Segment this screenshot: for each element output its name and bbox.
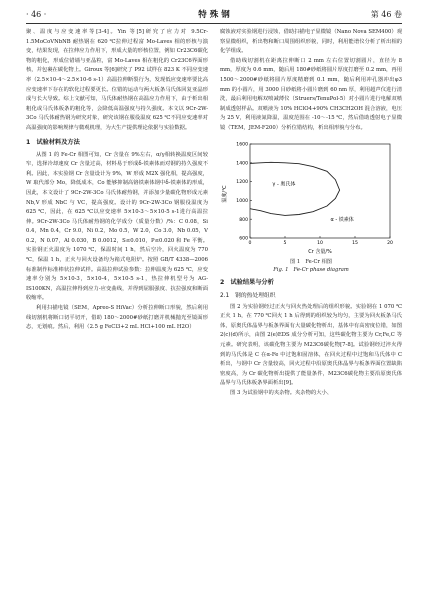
header-rule — [26, 23, 402, 24]
left-paragraph-2: 从图 1 的 Fe-Cr 相图可知，Cr 含量在 9%左右，α/γ相转换温度区间较窄，选择冷却速度 Cr 含量过高，材料易于形成δ-铁素体而对钢的持久强度不利。因此，本实验钢 Cr 含量设计为 9%，W 形成 M2X 强化相，提高强度，W 取代部分 Mo，降低成本，Co 能够抑制高铬铁素体钢中δ-铁素体的形成，因此，本文设计了 9Cr-2W-3Co 马氏体耐热钢，并添加少量碳化物形成元素 Nb,V 形成 NbC 与 VC，提高强度。设计的 9Cr-2W-3Co 钢服役温度为 625 ℃，因此，在 625 ℃以应变速率 5×10-3～5×10-5 s-1进行高温拉伸。9Cr-2W-3Co 马氏体耐热钢的化学成分（质量分数）/%：C 0.08，Si 0.4，Mn 0.4，Cr 9.0，Ni 0.2，Mo 0.5，W 2.0，Co 3.0，Nb 0.05，V 0.2，N 0.07，Al 0.030，B 0.0012，S≤0.010，P≤0.020 和 Fe 平衡。实验钢正火温度为 1070 ℃，保温时间 1 h，然后空冷，回火温度为 770 ℃，保温 1 h，正火与回火设备均为箱式电阻炉。按照 GB/T 4338—2006 标准制作标准棒状拉伸试样。高温拉伸试验参数：拉伸温度为 625 ℃，应变速率分别为 5×10-3，5×10-4，5×10-5 s-1，热拉伸机型号为 AG-IS100KN，高温拉伸得到应力-应变曲线，并得到屈服强度、抗拉强度和断面收缩率。 — [26, 151, 208, 302]
page-number: · 46 · — [26, 10, 47, 19]
left-column — [26, 28, 208, 333]
plot-frame — [250, 144, 390, 238]
x-tick-label: 0 — [248, 240, 252, 246]
x-tick-label: 20 — [387, 240, 393, 246]
right-paragraph-4: 图 3 为试验钢中的夹杂物。夹杂物的大小、 — [230, 389, 333, 396]
alpha-phase-label: α - 铁素体 — [330, 216, 354, 223]
subsection-heading-2-1: 2.1 钢的热处理组织 — [220, 292, 276, 299]
y-axis-label: 温度/℃ — [222, 184, 228, 203]
y-tick-label: 1600 — [236, 142, 248, 148]
figure-caption-en: Fig. 1 Fe-Cr phase diagram — [273, 266, 349, 273]
page-header — [26, 8, 402, 22]
section-heading-1: 1 试验材料及方法 — [26, 138, 80, 146]
gamma-loop-curve — [250, 162, 340, 215]
gamma-phase-label: γ - 奥氏体 — [272, 180, 296, 187]
section-heading-2: 2 试验结果与分析 — [220, 278, 274, 286]
right-paragraph-3: 图 2 为实验钢经过正火与回火热处理后的组织形貌。实验钢在 1 070 ℃正火 1 h，在 770 ℃回火 1 h 后得到的组织较为均匀，主要为回火板条马氏体，原奥氏体晶界与板条界面有大量碳化物析出，基体中有高密度位错，如图 2(c)(d)所示，由图 2(e)EDS 成分分析可知，这些碳化物主要为 Cr,Fe,C 等元素。研究表明，该碳化物主要为 M23C6碳化物[7-8]。试验钢经过淬火得到的马氏体是 C 在α-Fe 中过饱和固溶体，在回火过程中过饱和马氏体中 C 析出，与钢中 Cr 含量较高，回火过程中沿原奥氏体晶界与板条界面位置缺陷密度高，为 Cr 碳化物析出提供了能量条件，M23C6碳化物主要沿原奥氏体晶界与马氏体板条界面析出[9]。 — [220, 303, 402, 387]
figure-1 — [220, 138, 402, 256]
x-tick-label: 15 — [352, 240, 358, 246]
journal-name: 特 殊 钢 — [198, 10, 230, 20]
x-tick-label: 5 — [283, 240, 287, 246]
left-paragraph-1: 聚、温度与应变速率等[3-4]。Yin 等[5]研究了应力对 9.5Cr-1.5MoCoVNbNB 耐热钢在 620 ℃拉伸过程富 Mo-Laves 相的形核与演变，结果发现，在拉伸应力作用下，形成大量的形核位置，例如 Cr23C6碳化物的粗化，形成位错墙与亚晶粒，富 Mo-Laves 相在粗化的 Cr23C6界面形核，并包裹在碳化物上。Giroux 等[6]研究了 P92 试样在 823 K 不同应变速率（2.5×10-4～2.5×10-6 s-1）高温拉伸断裂行为，发现低应变速率要比高应变速率下存在的软化过程要更长。位错的运动与两大板条马氏体回复亚晶形成与长大导致。综上文献可知，马氏体耐热钢在高温应力作用下，由于析出相粗化或马氏体板条的粗化等，会降低高温强度与持久强度。本文以 9Cr-2W-3Co 马氏体耐热钢为研究对象，研究该钢在服役温度 625 ℃不同应变速率对高温强度的影响规律与微观机理，为大生产提供理论依据与实验数据。 — [26, 29, 208, 131]
volume-number: 第 46 卷 — [370, 10, 402, 19]
right-column — [220, 28, 402, 398]
y-tick-label: 600 — [239, 236, 248, 242]
y-tick-label: 1000 — [236, 198, 248, 204]
x-axis-label: Cr 含量/% — [308, 248, 332, 255]
x-tick-label: 10 — [317, 240, 323, 246]
left-paragraph-3: 利用扫描电镜（SEM，Apreo-S HiVac）分析拉伸断口形貌，然后利用线切割机将断口切平切开，借助 180～2000#砂纸打磨并机械抛光至镜面形态，无划痕。然后，利用（2.5 g FeCl3+2 mL HCl+100 mL H2O） — [26, 305, 208, 331]
y-tick-label: 1200 — [236, 179, 248, 185]
right-paragraph-1: 腐蚀液对实验钢进行浸蚀，借助扫描电子显微镜（Nano Nova SEM400）观察显微组织，析出物和断口周围组织形貌，同时，利用能谱仪分析了析出相的化学组成。 — [220, 29, 402, 55]
y-tick-label: 1400 — [236, 160, 248, 166]
y-tick-label: 800 — [239, 217, 248, 223]
figure-caption-cn: 图 1 Fe-Cr 相图 — [290, 258, 332, 265]
right-paragraph-2: 借助线切割机在距离拉伸断口 2 mm 左右位置切割圆片，直径为 8 mm，厚度为 0.6 mm，随后用 180#砂纸将圆片厚度打磨至 0.2 mm，再用 1500～2000#砂纸将圆片厚度精磨到 0.1 mm，随后利用冲孔器冲出φ3 mm 的小圆片，用 3000 目砂纸将小圆片磨到 60 nm 厚，利用超声仪进行清洗，最后利用电解双喷减薄仪（Struers/TenuPol-5）对小圆片进行电解双喷制成透射样品。双喷液为 10% HClO4+90% CH3CH2OH 混合溶液，电压为 25 V，利用液氮降温，温度范围在 -10～-15 ℃，然后借助透射电子显微镜（TEM，JEM-F200）分析位错结构，析出相形貌与分布。 — [220, 57, 402, 131]
phase-diagram-chart — [220, 138, 402, 256]
